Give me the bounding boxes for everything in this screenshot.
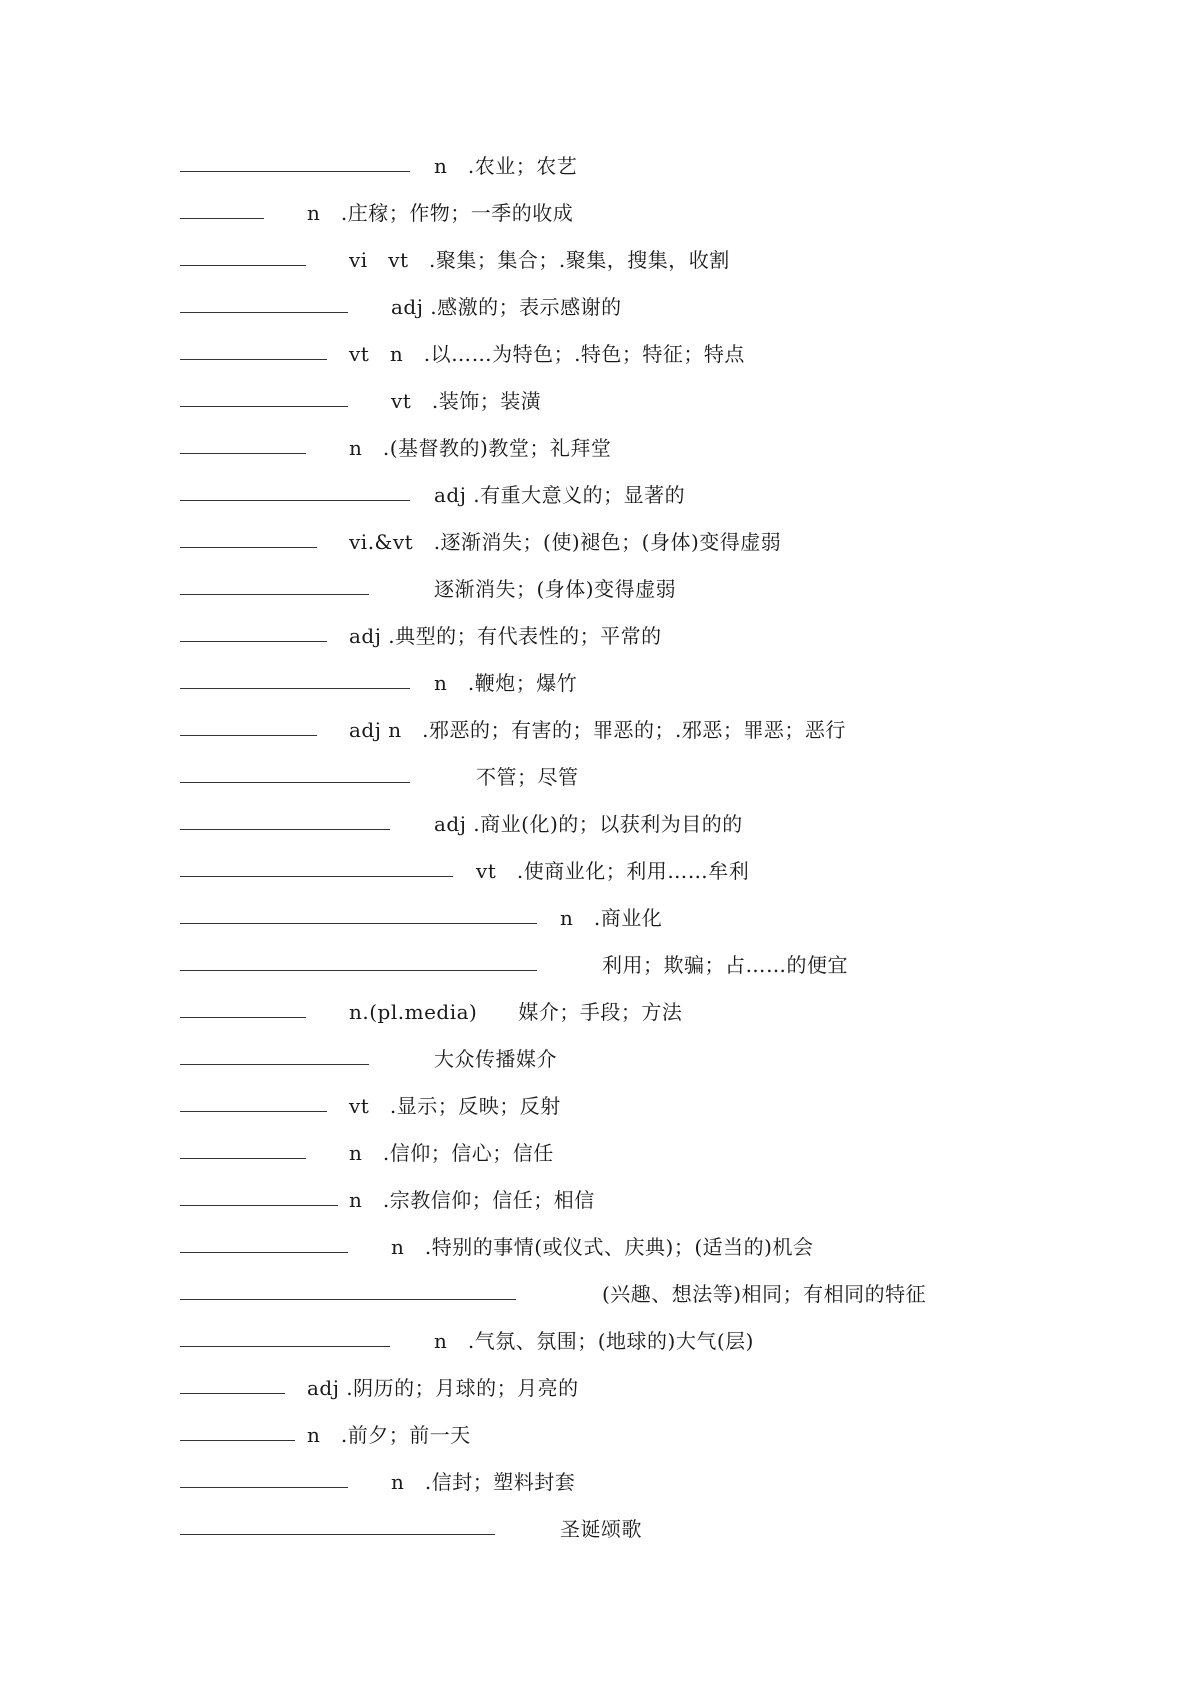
definition-text: vi.&vt .逐渐消失；(使)褪色；(身体)变得虚弱 <box>349 530 782 554</box>
vocab-entry <box>180 293 1180 323</box>
vocab-entry <box>180 716 1180 746</box>
vocab-entry <box>180 434 1180 464</box>
definition-text: 不管；尽管 <box>476 765 579 789</box>
vocab-entry <box>180 998 1180 1028</box>
definition-text: n .特别的事情(或仪式、庆典)；(适当的)机会 <box>391 1235 814 1259</box>
answer-blank[interactable] <box>180 829 390 830</box>
vocab-entry <box>180 1374 1180 1404</box>
vocab-entry <box>180 1092 1180 1122</box>
answer-blank[interactable] <box>180 1252 348 1253</box>
answer-blank[interactable] <box>180 500 410 501</box>
definition-text: n .信仰；信心；信任 <box>349 1141 554 1165</box>
answer-blank[interactable] <box>180 406 348 407</box>
answer-blank[interactable] <box>180 1299 516 1300</box>
vocab-entry <box>180 1186 1180 1216</box>
definition-text: n .农业；农艺 <box>434 154 578 178</box>
definition-text: adj .有重大意义的；显著的 <box>434 483 686 507</box>
vocab-entry <box>180 1468 1180 1498</box>
definition-text: n .(基督教的)教堂；礼拜堂 <box>349 436 612 460</box>
definition-text: vt .装饰；装潢 <box>391 389 542 413</box>
vocab-entry <box>180 622 1180 652</box>
vocab-entry <box>180 1515 1180 1545</box>
vocab-entry <box>180 528 1180 558</box>
answer-blank[interactable] <box>180 641 327 642</box>
vocab-entry <box>180 1280 1180 1310</box>
answer-blank[interactable] <box>180 970 537 971</box>
answer-blank[interactable] <box>180 594 369 595</box>
vocab-entry <box>180 1139 1180 1169</box>
vocab-entry <box>180 387 1180 417</box>
vocab-entry <box>180 857 1180 887</box>
definition-text: 逐渐消失；(身体)变得虚弱 <box>434 577 677 601</box>
vocab-entry <box>180 810 1180 840</box>
answer-blank[interactable] <box>180 1393 285 1394</box>
definition-text: adj n .邪恶的；有害的；罪恶的；.邪恶；罪恶；恶行 <box>349 718 846 742</box>
vocab-entry <box>180 904 1180 934</box>
answer-blank[interactable] <box>180 1111 327 1112</box>
answer-blank[interactable] <box>180 265 306 266</box>
definition-text: 利用；欺骗；占……的便宜 <box>602 953 848 977</box>
definition-text: n .气氛、氛围；(地球的)大气(层) <box>434 1329 754 1353</box>
answer-blank[interactable] <box>180 1346 390 1347</box>
answer-blank[interactable] <box>180 1017 306 1018</box>
answer-blank[interactable] <box>180 1158 306 1159</box>
answer-blank[interactable] <box>180 876 453 877</box>
vocab-entry <box>180 951 1180 981</box>
answer-blank[interactable] <box>180 312 348 313</box>
vocab-entry <box>180 199 1180 229</box>
definition-text: (兴趣、想法等)相同；有相同的特征 <box>602 1282 927 1306</box>
definition-text: n .信封；塑料封套 <box>391 1470 576 1494</box>
definition-text: n .庄稼；作物；一季的收成 <box>307 201 574 225</box>
definition-text: n .前夕；前一天 <box>307 1423 471 1447</box>
answer-blank[interactable] <box>180 782 410 783</box>
definition-text: n .商业化 <box>560 906 663 930</box>
vocab-entry <box>180 246 1180 276</box>
definition-text: vt .显示；反映；反射 <box>349 1094 561 1118</box>
definition-text: adj .典型的；有代表性的；平常的 <box>349 624 662 648</box>
definition-text: n.(pl.media) 媒介；手段；方法 <box>349 1000 683 1024</box>
definition-text: adj .商业(化)的；以获利为目的的 <box>434 812 743 836</box>
definition-text: n .鞭炮；爆竹 <box>434 671 578 695</box>
answer-blank[interactable] <box>180 453 306 454</box>
answer-blank[interactable] <box>180 1205 338 1206</box>
answer-blank[interactable] <box>180 359 327 360</box>
vocab-entry <box>180 1045 1180 1075</box>
answer-blank[interactable] <box>180 923 537 924</box>
vocab-entry <box>180 1233 1180 1263</box>
answer-blank[interactable] <box>180 171 410 172</box>
vocab-entry <box>180 152 1180 182</box>
definition-text: 大众传播媒介 <box>434 1047 557 1071</box>
vocab-entry <box>180 340 1180 370</box>
vocab-entry <box>180 669 1180 699</box>
answer-blank[interactable] <box>180 218 264 219</box>
vocab-entry <box>180 481 1180 511</box>
definition-text: adj .感激的；表示感谢的 <box>391 295 622 319</box>
answer-blank[interactable] <box>180 547 317 548</box>
answer-blank[interactable] <box>180 1064 369 1065</box>
answer-blank[interactable] <box>180 735 317 736</box>
answer-blank[interactable] <box>180 688 410 689</box>
definition-text: vt .使商业化；利用……牟利 <box>476 859 750 883</box>
definition-text: adj .阴历的；月球的；月亮的 <box>307 1376 579 1400</box>
vocab-entry <box>180 575 1180 605</box>
vocab-entry <box>180 1421 1180 1451</box>
definition-text: vi vt .聚集；集合；.聚集，搜集，收割 <box>349 248 730 272</box>
answer-blank[interactable] <box>180 1534 495 1535</box>
definition-text: 圣诞颂歌 <box>560 1517 642 1541</box>
definition-text: n .宗教信仰；信任；相信 <box>349 1188 595 1212</box>
definition-text: vt n .以……为特色；.特色；特征；特点 <box>349 342 745 366</box>
answer-blank[interactable] <box>180 1487 348 1488</box>
vocab-entry <box>180 763 1180 793</box>
answer-blank[interactable] <box>180 1440 295 1441</box>
vocab-entry <box>180 1327 1180 1357</box>
